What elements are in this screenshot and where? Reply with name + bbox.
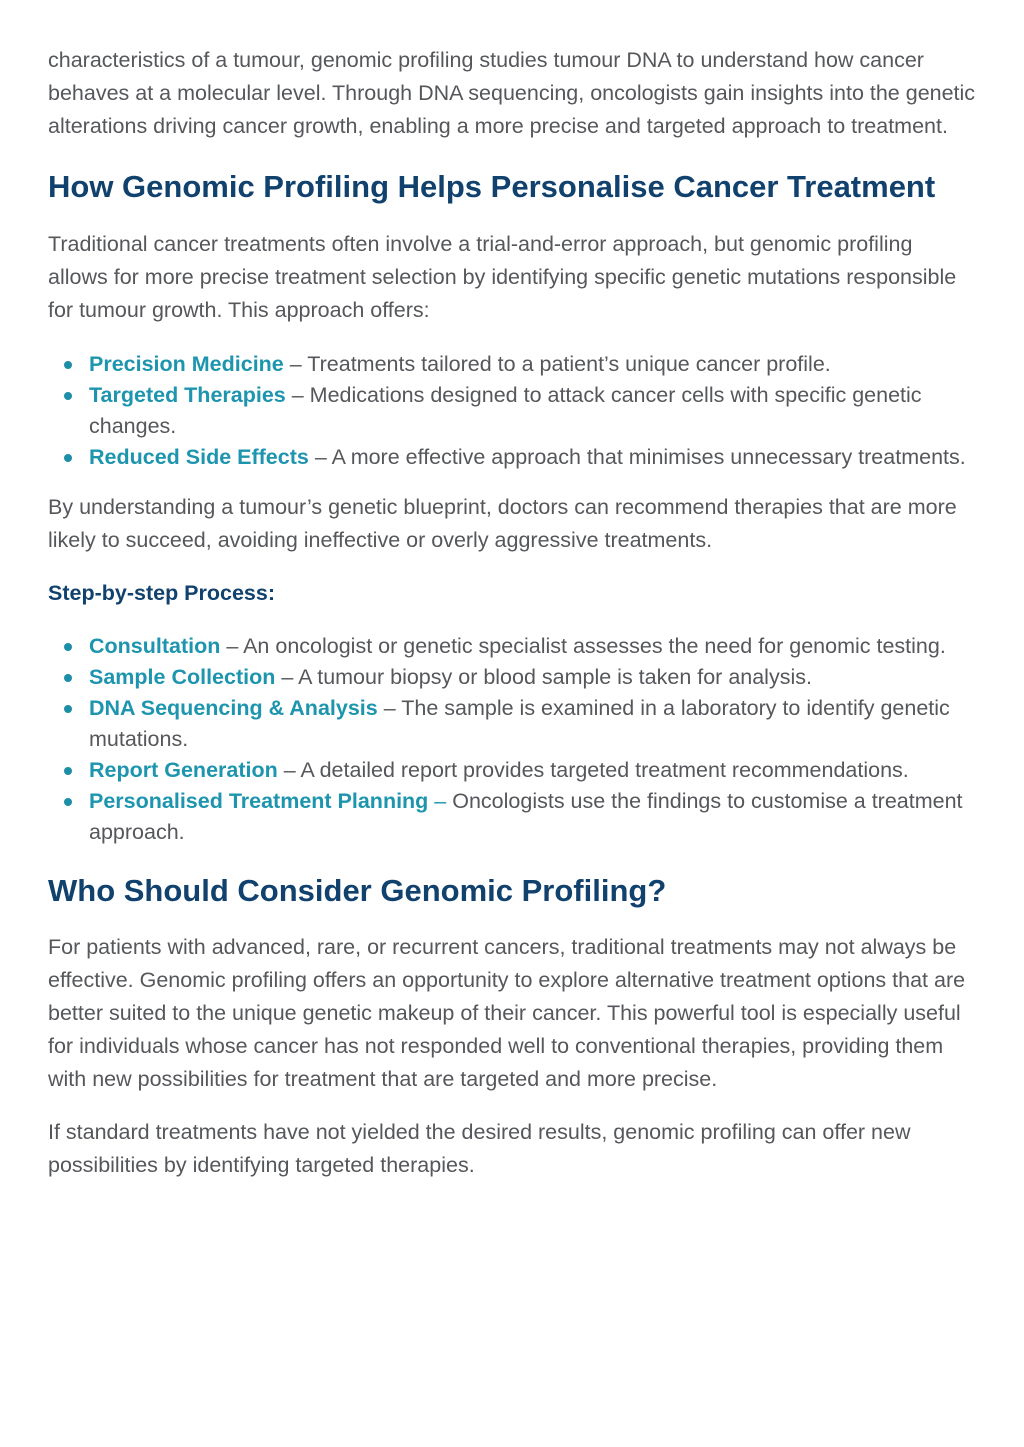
- list-item: [48, 349, 976, 380]
- list-item-term: Precision Medicine: [89, 352, 284, 376]
- bullet-icon: [64, 643, 72, 651]
- bullet-icon: [64, 705, 72, 713]
- who-paragraph-1: For patients with advanced, rare, or recurrent cancers, traditional treatments may not always be effective. Genomic profiling offers an opportunity to explore alternative treatment options that are better suited to the unique genetic makeup of their cancer. This powerful tool is especially useful for individuals whose cancer has not responded well to conventional therapies, providing them with new possibilities for treatment that are targeted and more precise.: [48, 935, 966, 1091]
- bullet-icon: [64, 454, 72, 462]
- list-item-description: The sample is examined in a laboratory to identify genetic mutations.: [89, 696, 950, 751]
- list-item-term: Report Generation: [89, 758, 278, 782]
- process-steps-list: [48, 631, 976, 848]
- list-item: [48, 662, 976, 693]
- process-heading: Step-by-step Process:: [48, 581, 276, 605]
- list-item-term: Consultation: [89, 634, 221, 658]
- list-item-separator: –: [283, 352, 308, 376]
- bullet-icon: [64, 392, 72, 400]
- list-item: [48, 380, 976, 442]
- intro-paragraph: characteristics of a tumour, genomic profiling studies tumour DNA to understand how cancer behaves at a molecular level. Through DNA sequencing, oncologists gain insights into the genetic alterations driving cancer growth, enabling a more precise and targeted approach to treatment.: [48, 48, 976, 138]
- list-item-term: DNA Sequencing & Analysis: [89, 696, 378, 720]
- list-item: [48, 755, 976, 786]
- bullet-icon: [64, 798, 72, 806]
- list-item-description: A tumour biopsy or blood sample is taken for analysis.: [298, 665, 812, 689]
- list-item-separator: –: [428, 789, 453, 813]
- section-heading-personalise: How Genomic Profiling Helps Personalise Cancer Treatment: [48, 169, 936, 204]
- list-item-description: Oncologists use the findings to customise a treatment approach.: [89, 789, 963, 844]
- list-item-description: A more effective approach that minimises unnecessary treatments.: [331, 445, 966, 469]
- list-item-description: A detailed report provides targeted treatment recommendations.: [300, 758, 909, 782]
- list-item-separator: –: [308, 445, 332, 469]
- list-item-term: Reduced Side Effects: [89, 445, 309, 469]
- article-content: [48, 44, 976, 1182]
- bullet-icon: [64, 674, 72, 682]
- list-item: [48, 442, 976, 473]
- bullet-icon: [64, 767, 72, 775]
- list-item-term: Targeted Therapies: [89, 383, 286, 407]
- list-item-separator: –: [277, 758, 301, 782]
- list-item: [48, 786, 976, 848]
- list-item-description: Medications designed to attack cancer cells with specific genetic changes.: [89, 383, 922, 438]
- list-item-separator: –: [285, 383, 310, 407]
- list-item: [48, 631, 976, 662]
- list-item-description: Treatments tailored to a patient’s unique cancer profile.: [307, 352, 831, 376]
- list-item-term: Sample Collection: [89, 665, 276, 689]
- benefits-list: [48, 349, 976, 473]
- list-item-separator: –: [220, 634, 244, 658]
- who-paragraph-2: If standard treatments have not yielded the desired results, genomic profiling can offer new possibilities by identifying targeted therapies.: [48, 1120, 911, 1177]
- list-item-separator: –: [275, 665, 299, 689]
- list-item-separator: –: [377, 696, 402, 720]
- list-item-term: Personalised Treatment Planning: [89, 789, 429, 813]
- list-item: [48, 693, 976, 755]
- section-heading-who: Who Should Consider Genomic Profiling?: [48, 873, 667, 908]
- bullet-icon: [64, 361, 72, 369]
- traditional-treatment-paragraph: Traditional cancer treatments often involve a trial-and-error approach, but genomic profiling allows for more precise treatment selection by identifying specific genetic mutations responsible for tumour growth. This approach offers:: [48, 232, 957, 322]
- blueprint-paragraph: By understanding a tumour’s genetic blueprint, doctors can recommend therapies that are more likely to succeed, avoiding ineffective or overly aggressive treatments.: [48, 495, 957, 552]
- list-item-description: An oncologist or genetic specialist assesses the need for genomic testing.: [243, 634, 946, 658]
